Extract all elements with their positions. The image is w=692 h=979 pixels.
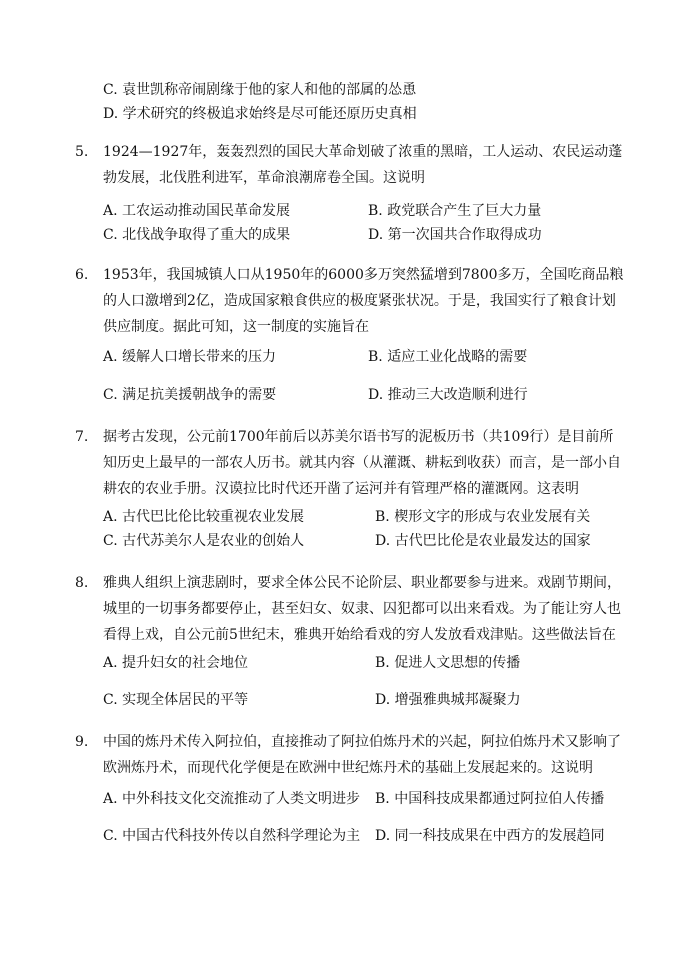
stem-line: 勃发展，北伐胜利进军，革命浪潮席卷全国。这说明 [103, 170, 425, 186]
option-letter: A. [103, 203, 118, 219]
question-stem [103, 424, 633, 502]
option-d [368, 226, 542, 244]
stem-line: 的人口激增到2亿，造成国家粮食供应的极度紧张状况。于是，我国实行了粮食计划 [103, 293, 616, 309]
option-b [368, 202, 541, 220]
question-stem [103, 729, 633, 781]
option-text: 古代苏美尔人是农业的创始人 [122, 533, 305, 549]
stem-line: 知历史上最早的一部农人历书。就其内容（从灌溉、耕耘到收获）而言，是一部小自 [103, 455, 621, 471]
option-letter: A. [103, 509, 118, 525]
option-letter: D. [368, 387, 384, 403]
option-letter: B. [375, 509, 390, 525]
question-number: 5. [75, 144, 89, 160]
option-letter: D. [375, 692, 391, 708]
option-letter: B. [375, 791, 390, 807]
question-stem [103, 139, 633, 191]
stem-line: 雅典人组织上演悲剧时，要求全体公民不论阶层、职业都要参与进来。戏剧节期间， [103, 575, 621, 591]
stem-line: 欧洲炼丹术，而现代化学便是在欧洲中世纪炼丹术的基础上发展起来的。这说明 [103, 760, 593, 776]
option-letter: D. [103, 106, 119, 122]
option-letter: A. [103, 791, 118, 807]
option-d [375, 691, 521, 709]
option-letter: A. [103, 349, 118, 365]
question-stem [103, 262, 633, 340]
question-number: 6. [75, 267, 89, 283]
option-text: 增强雅典城邦凝聚力 [394, 692, 521, 708]
option-text: 袁世凯称帝闹剧缘于他的家人和他的部属的怂恿 [122, 82, 417, 98]
option-text: 第一次国共合作取得成功 [387, 227, 542, 243]
option-letter: A. [103, 655, 118, 671]
option-letter: C. [103, 828, 118, 844]
stem-line: 耕农的农业手册。汉谟拉比时代还开凿了运河并有管理严格的灌溉网。这表明 [103, 481, 579, 497]
option-a [103, 508, 304, 526]
option-c [103, 532, 304, 550]
option-letter: C. [103, 387, 118, 403]
option-letter: D. [375, 828, 391, 844]
option-c [103, 226, 290, 244]
option-letter: C. [103, 692, 118, 708]
option-text: 实现全体居民的平等 [122, 692, 249, 708]
option-letter: B. [375, 655, 390, 671]
option-text: 中国古代科技外传以自然科学理论为主 [122, 828, 361, 844]
option-b [375, 790, 604, 808]
option-text: 促进人文思想的传播 [394, 655, 521, 671]
option-a [103, 202, 290, 220]
option-text: 提升妇女的社会地位 [122, 655, 249, 671]
option-text: 学术研究的终极追求始终是尽可能还原历史真相 [122, 106, 417, 122]
option-c [103, 386, 276, 404]
option-text: 同一科技成果在中西方的发展趋同 [394, 828, 605, 844]
option-letter: C. [103, 533, 118, 549]
option-letter: C. [103, 227, 118, 243]
option-text: 缓解人口增长带来的压力 [122, 349, 277, 365]
option-b [375, 654, 520, 672]
lead-option-c [103, 81, 416, 99]
option-letter: B. [368, 349, 383, 365]
option-text: 古代巴比伦是农业最发达的国家 [394, 533, 591, 549]
option-b [368, 348, 527, 366]
option-a [103, 654, 248, 672]
stem-line: 看得上戏，自公元前5世纪末，雅典开始给看戏的穷人发放看戏津贴。这些做法旨在 [103, 627, 616, 643]
stem-line: 供应制度。据此可知，这一制度的实施旨在 [103, 319, 369, 335]
option-text: 推动三大改造顺利进行 [387, 387, 528, 403]
option-text: 楔形文字的形成与农业发展有关 [394, 509, 591, 525]
option-letter: B. [368, 203, 383, 219]
option-b [375, 508, 590, 526]
option-text: 适应工业化战略的需要 [387, 349, 528, 365]
option-d [368, 386, 528, 404]
option-a [103, 790, 360, 808]
question-number: 8. [75, 575, 89, 591]
option-letter: D. [375, 533, 391, 549]
option-d [375, 532, 591, 550]
stem-line: 城里的一切事务都要停止，甚至妇女、奴隶、囚犯都可以出来看戏。为了能让穷人也 [103, 601, 621, 617]
stem-line: 据考古发现，公元前1700年前后以苏美尔语书写的泥板历书（共109行）是目前所 [103, 429, 614, 445]
option-c [103, 691, 248, 709]
stem-line: 中国的炼丹术传入阿拉伯，直接推动了阿拉伯炼丹术的兴起，阿拉伯炼丹术又影响了 [103, 734, 621, 750]
question-stem [103, 570, 633, 648]
option-text: 中国科技成果都通过阿拉伯人传播 [394, 791, 605, 807]
option-d [375, 827, 605, 845]
option-c [103, 827, 360, 845]
question-number: 7. [75, 429, 89, 445]
option-text: 满足抗美援朝战争的需要 [122, 387, 277, 403]
stem-line: 1953年，我国城镇人口从1950年的6000多万突然猛增到7800多万，全国吃商品粮 [103, 267, 624, 283]
option-text: 工农运动推动国民革命发展 [122, 203, 291, 219]
lead-option-d [103, 105, 417, 123]
option-text: 古代巴比伦比较重视农业发展 [122, 509, 305, 525]
option-text: 中外科技文化交流推动了人类文明进步 [122, 791, 361, 807]
option-text: 北伐战争取得了重大的成果 [122, 227, 291, 243]
option-a [103, 348, 276, 366]
option-letter: D. [368, 227, 384, 243]
option-text: 政党联合产生了巨大力量 [387, 203, 542, 219]
option-letter: C. [103, 82, 118, 98]
question-number: 9. [75, 734, 89, 750]
stem-line: 1924—1927年，轰轰烈烈的国民大革命划破了浓重的黑暗，工人运动、农民运动蓬 [103, 144, 623, 160]
